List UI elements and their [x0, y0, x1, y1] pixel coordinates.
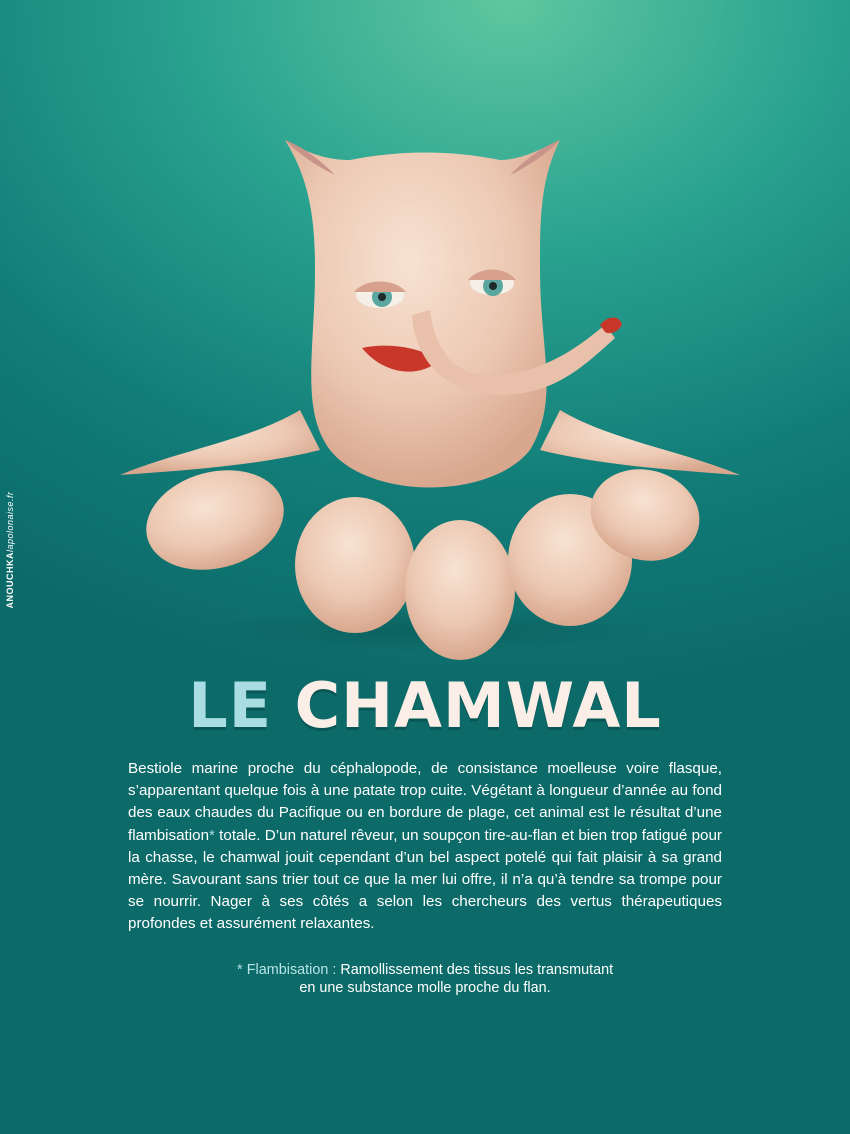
lobe-far-left [135, 456, 295, 585]
footnote-definition-line2: en une substance molle proche du flan. [299, 980, 551, 996]
footnote-definition-line1: Ramollissement des tissus les transmutant [340, 962, 614, 978]
left-pupil [378, 293, 386, 301]
description-text-end: totale. D’un naturel rêveur, un soupçon tire-au-flan et bien trop fatigué pour la chasse, le chamwal jouit cependant d’un bel aspect potelé qui fait plaisir à sa grand mère. Savourant sans trier tout ce que la mer lui offre, il n’a qu’à tendre sa trompe pour se nourrir. Nager à ses côtés a selon les chercheurs des vertus thérapeutiques profondes et assurément relaxantes. [128, 826, 722, 933]
footnote-marker: * [209, 826, 215, 844]
lobe-center [405, 520, 515, 660]
chamwal-illustration [100, 120, 750, 660]
footnote-term: Flambisation : [246, 962, 337, 978]
right-pupil [489, 282, 497, 290]
artist-website: lapolonaise.fr [5, 491, 15, 553]
footnote-star: * [236, 961, 243, 978]
right-tentacle [540, 410, 740, 475]
description-text-start: Bestiole marine proche du céphalopode, de consistance moelleuse voire flasque, s’apparentant quelque fois à une patate trop cuite. Végétant à longueur d’année au fond des eaux chaudes du Pacifique ou en bordure de plage, cet animal est le résultat d’une flambisation [128, 760, 722, 844]
page-title [0, 666, 850, 746]
description-paragraph [128, 758, 722, 936]
footnote [128, 961, 722, 997]
title-article: LE [188, 669, 273, 742]
artist-name: ANOUCHKA [5, 552, 15, 609]
left-tentacle [120, 410, 320, 475]
lobe-left [295, 497, 415, 633]
artist-credit [0, 455, 20, 645]
title-name: CHAMWAL [294, 669, 662, 742]
